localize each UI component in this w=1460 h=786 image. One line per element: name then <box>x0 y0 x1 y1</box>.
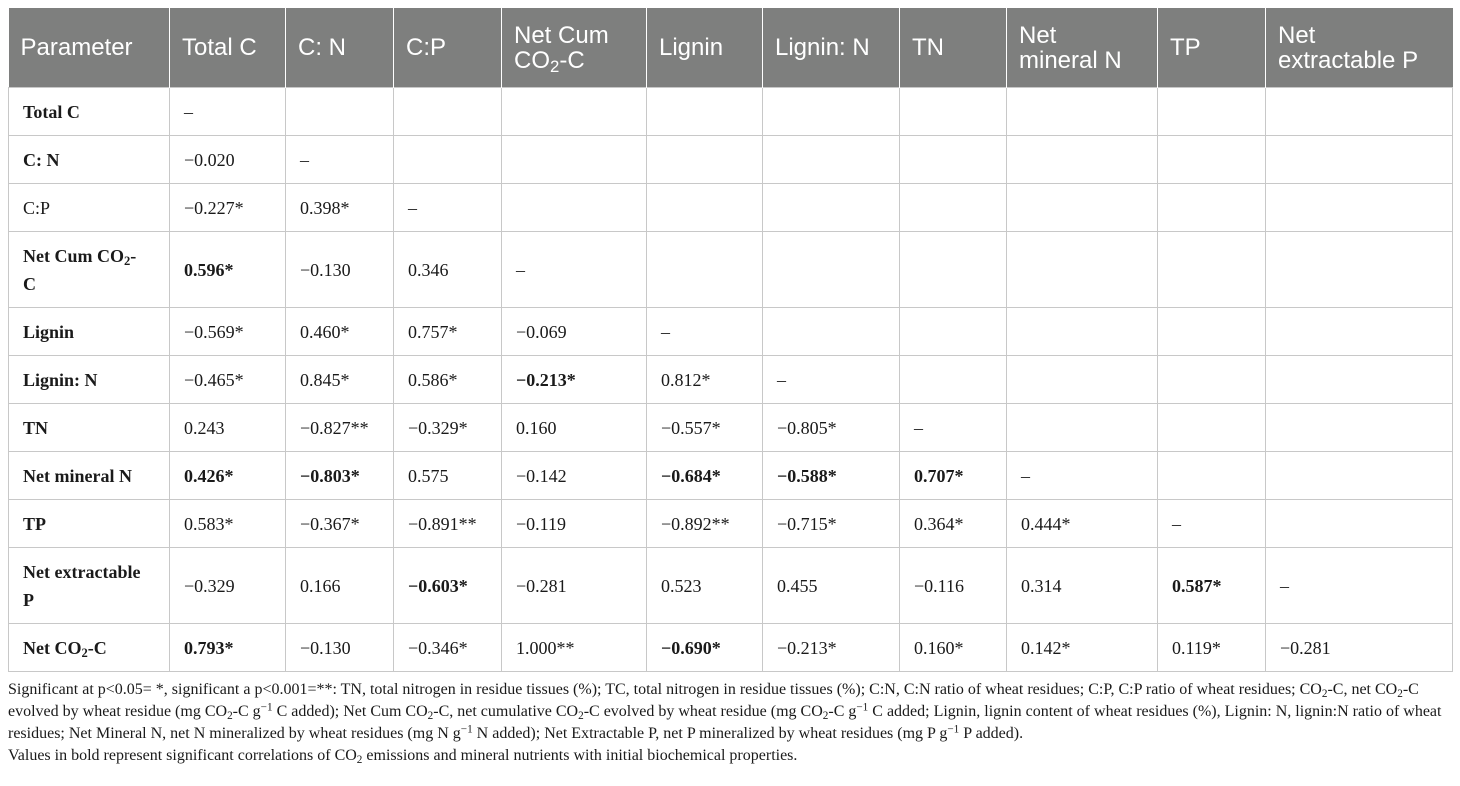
table-cell-empty <box>1158 452 1266 500</box>
header-net-mineral-n <box>1007 8 1158 88</box>
table-cell: 0.398* <box>286 184 394 232</box>
footnote-text: C added); Net Cum CO <box>272 703 428 720</box>
table-cell: 1.000** <box>502 624 647 672</box>
table-cell: −0.684* <box>647 452 763 500</box>
header-row <box>9 8 1453 88</box>
table-row-total-c <box>9 88 1453 136</box>
table-cell-empty <box>1007 136 1158 184</box>
header-tp: TP <box>1158 8 1266 88</box>
table-cell: −0.805* <box>763 404 900 452</box>
table-cell: −0.142 <box>502 452 647 500</box>
table-cell-empty <box>1266 500 1453 548</box>
table-cell: −0.827** <box>286 404 394 452</box>
row-label-post: - <box>130 245 137 266</box>
row-label-pre: Net Cum CO <box>23 245 124 266</box>
header-net-extractable-p <box>1266 8 1453 88</box>
header-net-cum-co2 <box>502 8 647 88</box>
table-cell-empty <box>900 184 1007 232</box>
row-label: C: N <box>9 136 170 184</box>
table-cell: −0.329 <box>170 548 286 624</box>
footnote-text: -C g <box>828 703 857 720</box>
table-cell: 0.346 <box>394 232 502 308</box>
table-cell: 0.142* <box>1007 624 1158 672</box>
table-cell-empty <box>1158 232 1266 308</box>
header-net-cum-co2-line1: Net Cum <box>514 21 609 49</box>
table-row-net-mineral-n <box>9 452 1453 500</box>
footnote-text: -C evolved by wheat residue (mg CO <box>583 703 823 720</box>
table-cell-empty <box>1158 404 1266 452</box>
table-cell-empty <box>1266 308 1453 356</box>
table-cell: −0.130 <box>286 624 394 672</box>
table-cell: −0.130 <box>286 232 394 308</box>
row-label-line2: P <box>23 589 34 610</box>
header-net-cum-co2-post: -C <box>559 46 585 74</box>
table-cell: −0.346* <box>394 624 502 672</box>
table-cell-empty <box>394 88 502 136</box>
table-cell-empty <box>1158 184 1266 232</box>
table-cell-empty <box>286 88 394 136</box>
table-body <box>9 88 1453 672</box>
table-cell-empty <box>1007 232 1158 308</box>
table-cell: −0.119 <box>502 500 647 548</box>
table-cell: −0.213* <box>502 356 647 404</box>
table-cell-empty <box>763 308 900 356</box>
footnote-sup: −1 <box>260 701 273 714</box>
row-label <box>9 232 170 308</box>
footnote-text: -C g <box>232 703 261 720</box>
footnote-sub: 2 <box>822 709 829 722</box>
footnote-text: -C, net CO <box>1327 681 1398 698</box>
table-cell-empty <box>647 136 763 184</box>
table-cell-empty <box>1007 308 1158 356</box>
table-cell: −0.892** <box>647 500 763 548</box>
table-cell-empty <box>1158 88 1266 136</box>
table-cell: 0.575 <box>394 452 502 500</box>
table-cell: −0.281 <box>1266 624 1453 672</box>
footnote-sub: 2 <box>227 709 233 722</box>
table-cell: −0.281 <box>502 548 647 624</box>
footnote-sub: 2 <box>578 709 584 722</box>
table-footnotes <box>8 679 1452 767</box>
table-cell-empty <box>1158 356 1266 404</box>
table-cell-empty <box>1266 404 1453 452</box>
header-c-n: C: N <box>286 8 394 88</box>
table-cell-empty <box>502 136 647 184</box>
table-cell-empty <box>647 232 763 308</box>
table-cell-empty <box>647 184 763 232</box>
table-cell: – <box>502 232 647 308</box>
table-cell: −0.569* <box>170 308 286 356</box>
table-cell: 0.523 <box>647 548 763 624</box>
table-cell: 0.757* <box>394 308 502 356</box>
table-cell: 0.707* <box>900 452 1007 500</box>
table-row-net-co2 <box>9 624 1453 672</box>
row-label: Lignin: N <box>9 356 170 404</box>
table-cell: −0.603* <box>394 548 502 624</box>
table-row-net-cum-co2 <box>9 232 1453 308</box>
table-cell-empty <box>1266 184 1453 232</box>
row-label-sub: 2 <box>81 645 88 660</box>
table-cell: −0.690* <box>647 624 763 672</box>
table-cell: −0.557* <box>647 404 763 452</box>
table-cell-empty <box>900 136 1007 184</box>
table-cell-empty <box>900 232 1007 308</box>
table-cell: 0.845* <box>286 356 394 404</box>
table-row-c-p <box>9 184 1453 232</box>
row-label: Net mineral N <box>9 452 170 500</box>
table-cell: 0.586* <box>394 356 502 404</box>
table-header <box>9 8 1453 88</box>
table-row-tn <box>9 404 1453 452</box>
table-cell: −0.227* <box>170 184 286 232</box>
table-cell-empty <box>1266 232 1453 308</box>
table-cell: 0.460* <box>286 308 394 356</box>
table-cell: −0.891** <box>394 500 502 548</box>
table-cell: −0.213* <box>763 624 900 672</box>
table-cell: 0.583* <box>170 500 286 548</box>
footnote-text: C added; Lignin, lignin content of wheat residues (%), Lignin: N, lignin:N ratio of wheat residues; Net Mineral N, net N mineralized by wheat residues (mg N g <box>8 703 1442 742</box>
table-cell-empty <box>763 184 900 232</box>
table-row-net-extractable-p <box>9 548 1453 624</box>
table-cell-empty <box>1158 136 1266 184</box>
table-cell: 0.166 <box>286 548 394 624</box>
table-cell: −0.803* <box>286 452 394 500</box>
table-cell-empty <box>1007 184 1158 232</box>
table-cell-empty <box>900 308 1007 356</box>
footnote-abbreviations <box>8 679 1452 745</box>
header-lignin-n: Lignin: N <box>763 8 900 88</box>
table-cell: −0.715* <box>763 500 900 548</box>
table-cell-empty <box>1007 404 1158 452</box>
table-cell: −0.069 <box>502 308 647 356</box>
table-cell: 0.596* <box>170 232 286 308</box>
table-cell: 0.793* <box>170 624 286 672</box>
table-cell: 0.119* <box>1158 624 1266 672</box>
table-row-c-n <box>9 136 1453 184</box>
footnote-text: -C evolved by wheat residue (mg CO <box>8 681 1419 720</box>
table-cell-empty <box>763 136 900 184</box>
table-cell-empty <box>1007 356 1158 404</box>
footnote-text: -C, net cumulative CO <box>433 703 579 720</box>
footnote-text: Significant at p<0.05= *, significant a p<0.001=**: TN, total nitrogen in residue tissues (%); TC, total nitrogen in residue tissues (%); C:N, C:N ratio of wheat residues; C:P, C:P ratio of wheat residues; CO <box>8 681 1322 698</box>
table-cell: – <box>1007 452 1158 500</box>
table-cell: −0.329* <box>394 404 502 452</box>
table-cell-empty <box>763 88 900 136</box>
header-net-mineral-n-line2: mineral N <box>1019 46 1122 74</box>
row-label <box>9 548 170 624</box>
table-cell: – <box>1266 548 1453 624</box>
table-row-tp <box>9 500 1453 548</box>
table-cell: – <box>900 404 1007 452</box>
header-lignin: Lignin <box>647 8 763 88</box>
footnote-sub: 2 <box>1321 687 1328 700</box>
table-cell-empty <box>1266 452 1453 500</box>
table-cell: −0.116 <box>900 548 1007 624</box>
footnote-sub: 2 <box>427 709 434 722</box>
table-cell: −0.465* <box>170 356 286 404</box>
table-cell: 0.364* <box>900 500 1007 548</box>
table-cell: −0.588* <box>763 452 900 500</box>
header-parameter: Parameter <box>9 8 170 88</box>
row-label: TN <box>9 404 170 452</box>
table-cell: 0.160* <box>900 624 1007 672</box>
table-cell: – <box>763 356 900 404</box>
row-label: Lignin <box>9 308 170 356</box>
header-net-cum-co2-sub: 2 <box>550 56 560 76</box>
header-tn: TN <box>900 8 1007 88</box>
footnote-sub: 2 <box>1397 687 1403 700</box>
table-cell: 0.160 <box>502 404 647 452</box>
table-cell-empty <box>900 356 1007 404</box>
footnote-text: emissions and mineral nutrients with initial biochemical properties. <box>362 747 798 764</box>
table-cell: 0.426* <box>170 452 286 500</box>
header-total-c: Total C <box>170 8 286 88</box>
table-cell: – <box>170 88 286 136</box>
table-cell-empty <box>1266 356 1453 404</box>
table-cell: – <box>1158 500 1266 548</box>
row-label-line1: Net extractable <box>23 561 141 582</box>
table-cell-empty <box>394 136 502 184</box>
table-cell-empty <box>763 232 900 308</box>
header-c-p: C:P <box>394 8 502 88</box>
row-label <box>9 624 170 672</box>
row-label-pre: Net CO <box>23 637 82 658</box>
header-net-cum-co2-pre: CO <box>514 46 550 74</box>
table-cell: – <box>286 136 394 184</box>
footnote-sup: −1 <box>856 701 869 714</box>
table-cell-empty <box>502 88 647 136</box>
correlation-table-container <box>8 8 1452 767</box>
table-row-lignin <box>9 308 1453 356</box>
table-cell: 0.444* <box>1007 500 1158 548</box>
correlation-table <box>8 8 1453 672</box>
header-net-extractable-p-line2: extractable P <box>1278 46 1419 74</box>
header-net-extractable-p-line1: Net <box>1278 21 1316 49</box>
footnote-sup: −1 <box>947 723 960 736</box>
table-cell-empty <box>1266 136 1453 184</box>
footnote-text: P added). <box>959 725 1024 742</box>
table-cell-empty <box>502 184 647 232</box>
table-cell-empty <box>647 88 763 136</box>
table-cell-empty <box>1007 88 1158 136</box>
table-cell-empty <box>1266 88 1453 136</box>
footnote-sup: −1 <box>460 723 473 736</box>
row-label-sub: 2 <box>124 253 131 268</box>
table-cell: 0.243 <box>170 404 286 452</box>
row-label-post: -C <box>87 637 107 658</box>
footnote-text: Values in bold represent significant correlations of CO <box>8 747 357 764</box>
table-cell: 0.587* <box>1158 548 1266 624</box>
row-label: C:P <box>9 184 170 232</box>
row-label: Total C <box>9 88 170 136</box>
table-cell: 0.314 <box>1007 548 1158 624</box>
table-cell: – <box>394 184 502 232</box>
table-cell: – <box>647 308 763 356</box>
table-row-lignin-n <box>9 356 1453 404</box>
row-label: TP <box>9 500 170 548</box>
row-label-line2: C <box>23 273 36 294</box>
footnote-text: N added); Net Extractable P, net P mineralized by wheat residues (mg P g <box>472 725 948 742</box>
table-cell: 0.455 <box>763 548 900 624</box>
header-net-mineral-n-line1: Net <box>1019 21 1057 49</box>
footnote-bold-note <box>8 745 1452 767</box>
table-cell-empty <box>1158 308 1266 356</box>
footnote-sub: 2 <box>356 753 363 766</box>
table-cell: −0.367* <box>286 500 394 548</box>
table-cell: −0.020 <box>170 136 286 184</box>
table-cell: 0.812* <box>647 356 763 404</box>
table-cell-empty <box>900 88 1007 136</box>
